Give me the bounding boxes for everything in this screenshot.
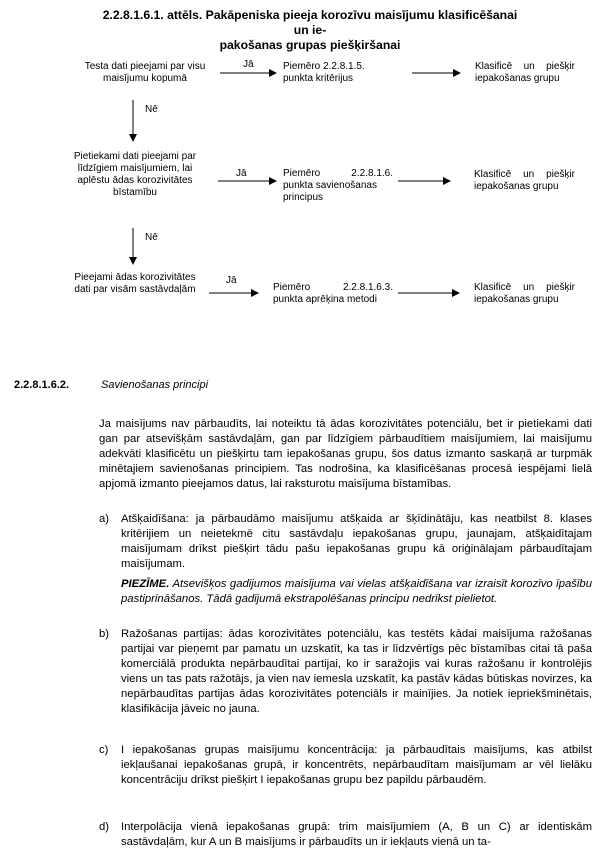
flow-box-classify-3: Klasificē un piešķir iepakošanas grupu [474,282,575,305]
label-no-1: Nē [145,104,158,115]
item-c-marker: c) [99,744,109,756]
item-d-text: Interpolācija vienā iepakošanas grupā: trim maisījumiem (A, B un C) ar identiskām sastāvdaļām, kur A un B maisījums ir pārbaudīts un ir iekļauts vienā un ta- [121,821,592,849]
label-yes-row1: Jā [243,59,254,70]
flow-box-test-data: Testa dati pieejami par visu maisījumu kopumā [84,61,206,84]
flow-box-similar-mixtures: Pietiekami dati pieejami par līdzīgiem maisījumiem, lai aplēstu ādas korozivitātes bīstamību [73,151,197,198]
flow-box-classify-1: Klasificē un piešķir iepakošanas grupu [475,61,575,84]
item-d-marker: d) [99,821,110,833]
flow-box-criteria: Piemēro 2.2.8.1.5. punkta kritērijus [283,61,365,84]
flow-box-calculation: Piemēro 2.2.8.1.6.3. punkta aprēķina metodi [273,282,393,305]
flow-box-component-data: Pieejami ādas korozivitātes dati par visām sastāvdaļām [74,272,196,295]
label-no-2: Nē [145,232,158,243]
flow-box-classify-2: Klasificē un piešķir iepakošanas grupu [474,169,575,192]
item-a-marker: a) [99,513,110,525]
note-label: PIEZĪME. [121,578,170,590]
label-yes-row2: Jā [236,168,247,179]
item-a-text: Atšķaidīšana: ja pārbaudāmo maisījumu atšķaida ar šķīdinātāju, kas neatbilst 8. klases kritērijiem un neietekmē citu sastāvdaļu iepakošanas grupu, jaunajam, atšķaidītajam maisījumam drīkst piešķirt tādu pašu iepakošanas grupu kā oriģinālajam pārbaudītajam maisījumam. [121,513,592,571]
intro-paragraph: Ja maisījums nav pārbaudīts, lai noteiktu tā ādas korozivitātes potenciālu, bet ir pietiekami dati gan par atsevišķām sastāvdaļām, gan par līdzīgiem pārbaudītiem maisījumiem, lai maisījumu adekvāti klasificētu un piešķirtu tam iepakošanas grupu, šos datus izmanto saskaņā ar turpmāk minētajiem savienošanas principiem. Tas nodrošina, ka klasificēšanas procesā iespējami lielā apjomā izmanto pieejamos datus, lai raksturotu maisījuma bīstamības. [99,418,592,491]
figure-title-line-2: pakošanas grupas piešķiršanai [219,38,401,52]
figure-title-line-1: 2.2.8.1.6.1. attēls. Pakāpeniska pieeja korozīvu maisījumu klasificēšanai un ie- [102,8,518,37]
note-paragraph [121,577,592,607]
note-text: Atsevišķos gadījumos maisījuma vai vielas atšķaidīšana var izraisīt korozīvo īpašību pastiprināšanos. Tādā gadījumā ekstrapolēšanas principu nedrīkst pielietot. [121,578,592,606]
item-b-text: Ražošanas partijas: ādas korozivitātes potenciālu, kas testēts kādai maisījuma ražošanas partijai var pieņemt par pamatu un uzskatīt, ka tas ir līdzvērtīgs pēc bīstamības citai tā paša komerciālā produkta nepārbaudītai partijai, ko ir saražojis vai kuras ražošanu ir kontrolējis viens un tas pats ražotājs, ja vien nav iemesla uzskatīt, ka pastāv kādas būtiskas novirzes, ka nepārbaudītas partijas ādas korozivitātes potenciāls ir mainījies. Ja notiek iepriekšminētais, klasifikācija jāveic no jauna. [121,628,592,716]
section-title: Savienošanas principi [101,379,209,391]
section-number: 2.2.8.1.6.2. [14,379,70,391]
item-b-marker: b) [99,628,110,640]
item-c-text: I iepakošanas grupas maisījumu koncentrācija: ja pārbaudītais maisījums, kas atbilst iekļaušanai iepakošanas grupā, ir koncentrēts, nepārbaudītam maisījumam ar vēl lielāku koncentrāciju drīkst piešķirt I iepakošanas grupu bez papildu pārbaudēm. [121,744,592,787]
flow-box-bridging: Piemēro 2.2.8.1.6. punkta savienošanas principus [283,168,393,203]
label-yes-row3: Jā [226,275,237,286]
